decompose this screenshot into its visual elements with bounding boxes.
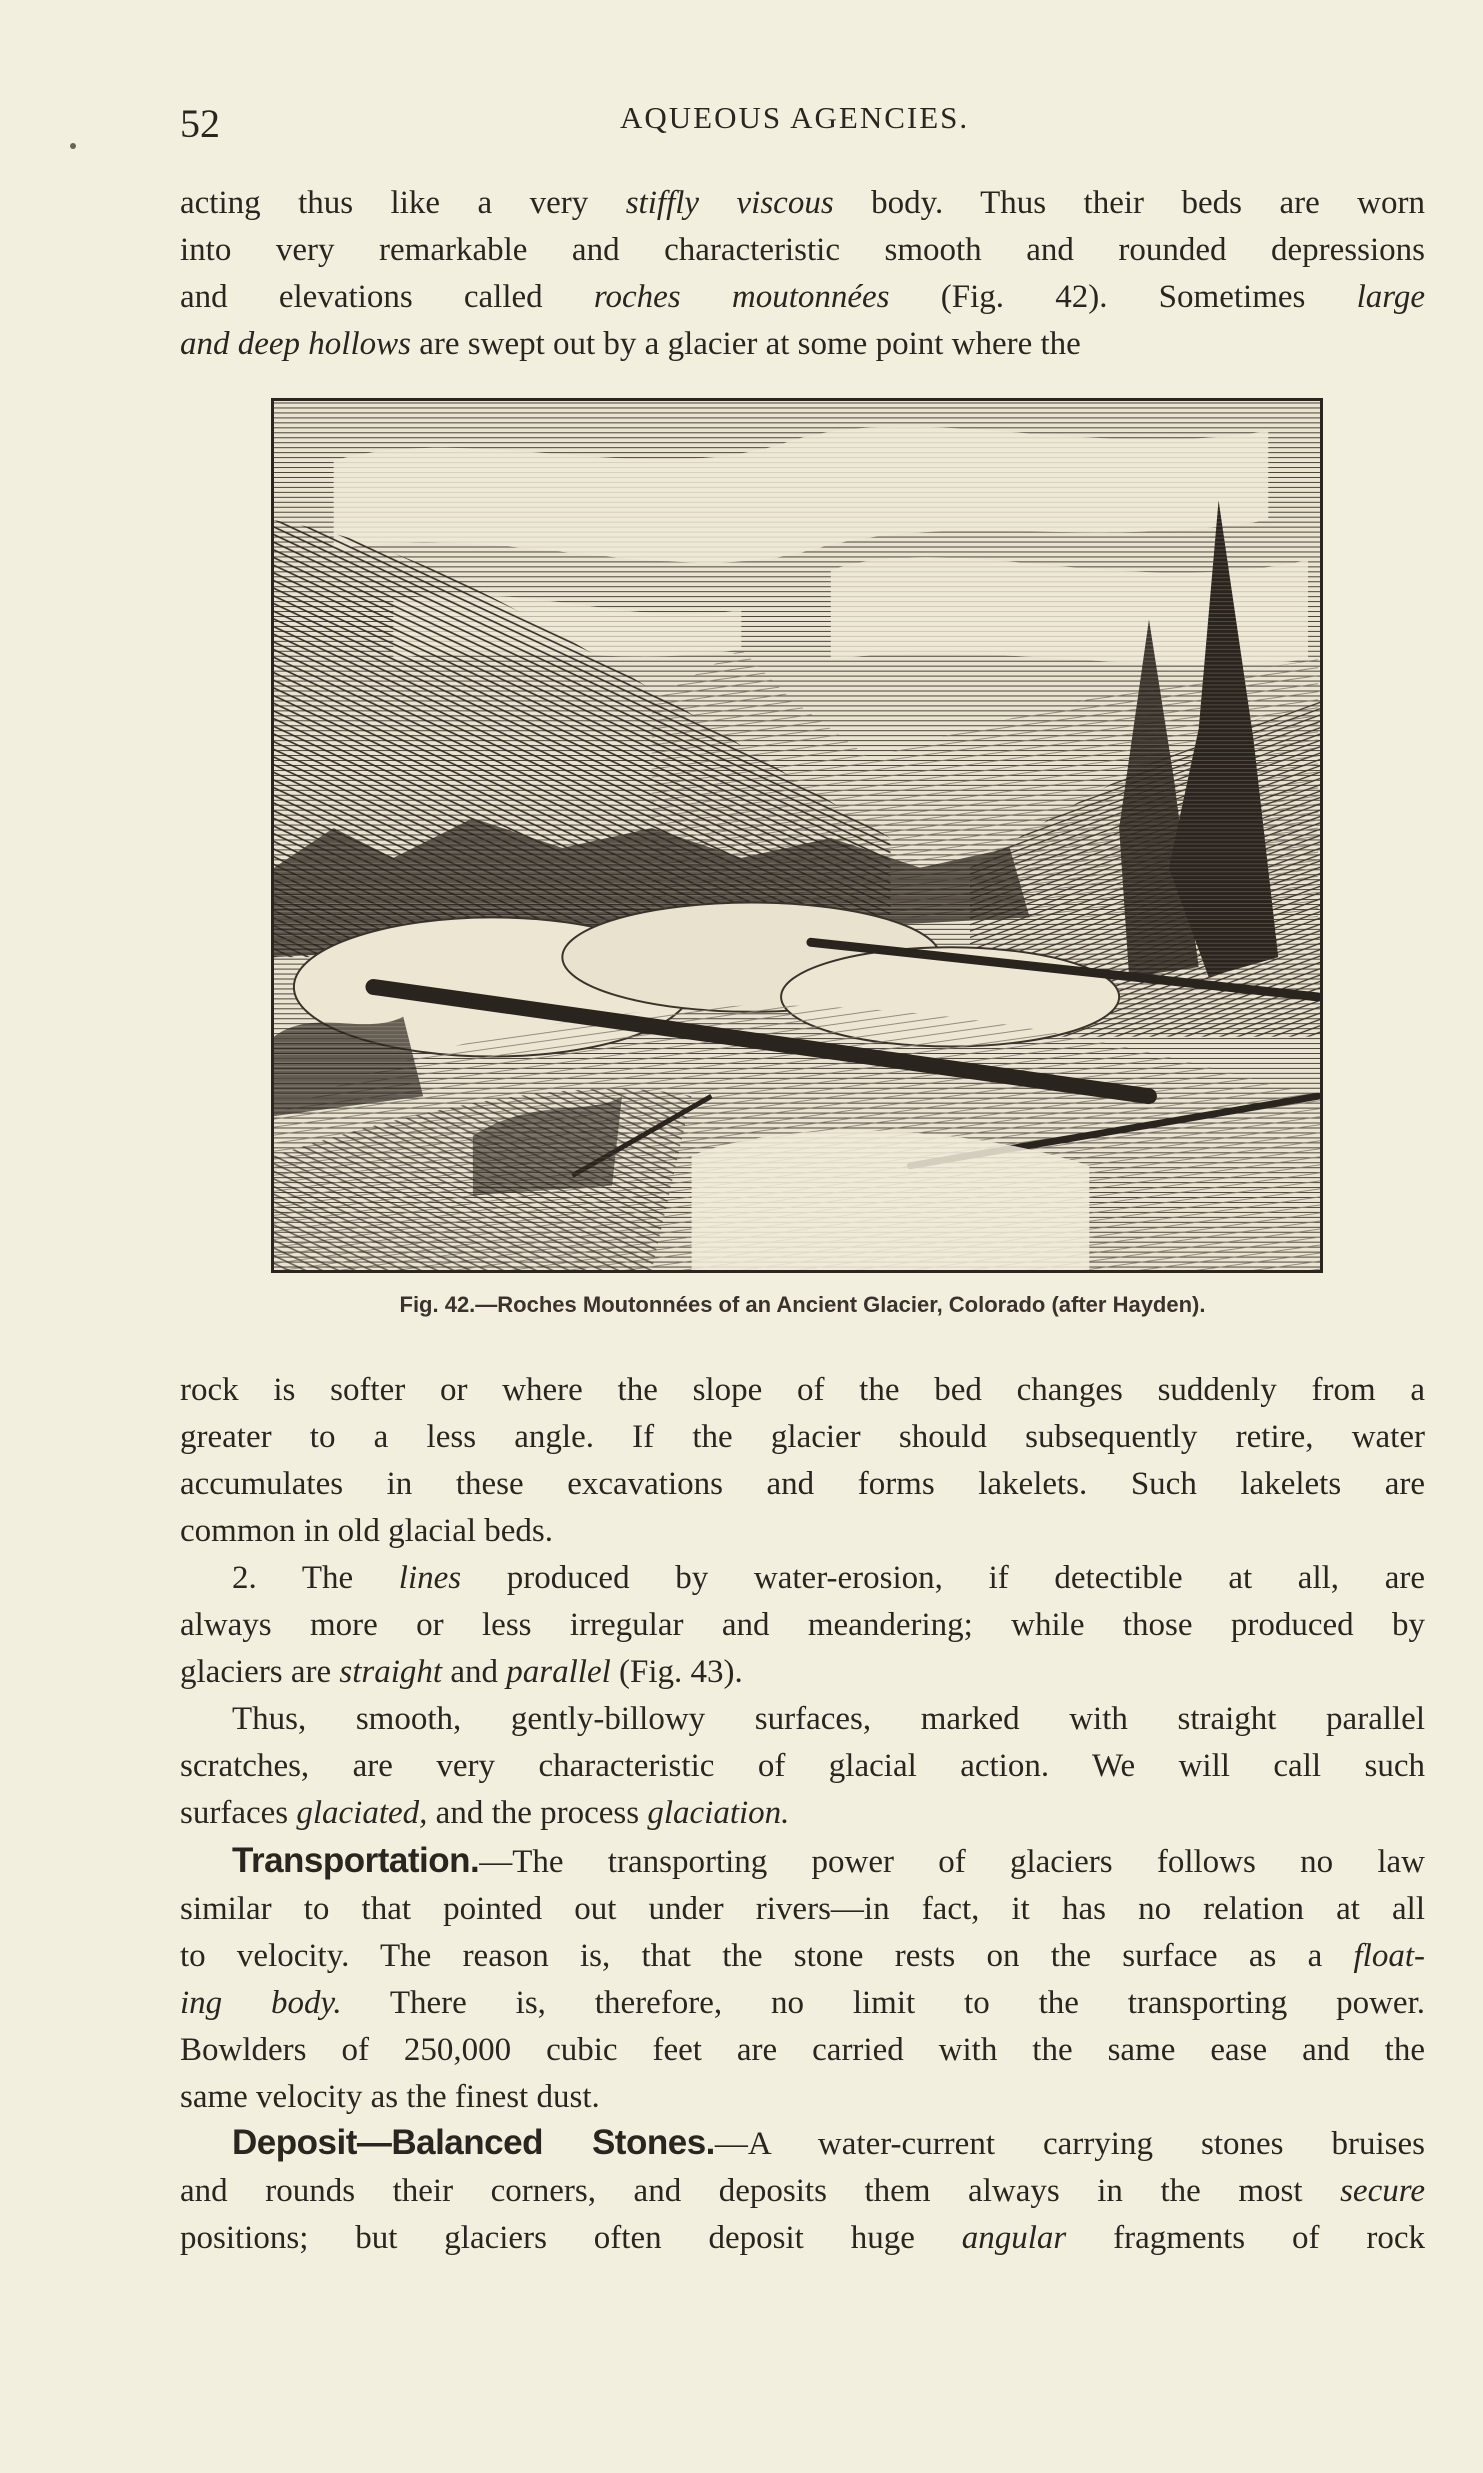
- italic-term: straight: [339, 1654, 443, 1690]
- section-heading: Transportation.: [232, 1841, 480, 1880]
- text-line: scratches, are very characteristic of glacial action. We will call such: [180, 1748, 1425, 1784]
- italic-term: secure: [1340, 2173, 1425, 2209]
- text-line: always more or less irregular and meandering; while those produced by: [180, 1607, 1425, 1643]
- text-line: rock is softer or where the slope of the bed changes suddenly from a: [180, 1372, 1425, 1408]
- figure-engraving: [271, 398, 1323, 1273]
- italic-term: ing body.: [180, 1985, 342, 2021]
- page-number: 52: [180, 101, 220, 146]
- italic-term: and deep hollows: [180, 326, 411, 362]
- text-line: and deep hollows are swept out by a glacier at some point where the: [180, 326, 1081, 362]
- stray-mark: [70, 143, 76, 149]
- text-line: positions; but glaciers often deposit huge angular fragments of rock: [180, 2220, 1426, 2256]
- top-paragraph: [180, 180, 1425, 368]
- text-line: common in old glacial beds.: [180, 1513, 554, 1549]
- text-line: similar to that pointed out under rivers—in fact, it has no relation at all: [180, 1891, 1425, 1927]
- paragraph-glaciation: [180, 1696, 1425, 1837]
- text-line: accumulates in these excavations and forms lakelets. Such lakelets are: [180, 1466, 1425, 1502]
- text-line: same velocity as the finest dust.: [180, 2079, 600, 2115]
- text-line: greater to a less angle. If the glacier should subsequently retire, water: [180, 1419, 1425, 1455]
- text-line: into very remarkable and characteristic smooth and rounded depressions: [180, 232, 1425, 268]
- text-line: surfaces glaciated, and the process glaciation.: [180, 1795, 790, 1831]
- text-line: ing body. There is, therefore, no limit to the transporting power.: [180, 1985, 1425, 2021]
- text-line: 2. The lines produced by water-erosion, if detectible at all, are: [232, 1560, 1425, 1596]
- italic-term: parallel: [506, 1654, 611, 1690]
- paragraph-transportation: [180, 1837, 1425, 2121]
- italic-term: float-: [1353, 1938, 1425, 1974]
- italic-term: glaciation.: [647, 1795, 790, 1831]
- italic-term: glaciated,: [296, 1795, 428, 1831]
- text-line: Transportation.—The transporting power of glaciers follows no law: [232, 1841, 1425, 1880]
- glacier-landscape-illustration: [274, 401, 1320, 1270]
- italic-term: large: [1356, 279, 1426, 315]
- paragraph-lines-erosion: [180, 1555, 1425, 1696]
- text-line: and rounds their corners, and deposits them always in the most secure: [180, 2173, 1425, 2209]
- text-line: glaciers are straight and parallel (Fig. 43).: [180, 1654, 743, 1690]
- page-header: [180, 100, 1430, 160]
- italic-term: lines: [398, 1560, 462, 1596]
- text-line: to velocity. The reason is, that the stone rests on the surface as a float-: [180, 1938, 1425, 1974]
- paragraph-continuation: [180, 1367, 1425, 1555]
- paragraph-deposit: [180, 2119, 1425, 2262]
- text-line: acting thus like a very stiffly viscous body. Thus their beds are worn: [180, 185, 1426, 221]
- figure-caption: Fig. 42.—Roches Moutonnées of an Ancient Glacier, Colorado (after Hayden).: [399, 1292, 1206, 1317]
- text-line: Bowlders of 250,000 cubic feet are carried with the same ease and the: [180, 2032, 1425, 2068]
- italic-term: angular: [961, 2220, 1067, 2256]
- section-heading: Deposit—Balanced Stones.: [232, 2123, 715, 2162]
- text-line: Thus, smooth, gently-billowy surfaces, marked with straight parallel: [232, 1701, 1425, 1737]
- running-head: AQUEOUS AGENCIES.: [620, 100, 970, 135]
- text-line: Deposit—Balanced Stones.—A water-current carrying stones bruises: [232, 2123, 1425, 2162]
- italic-term: stiffly viscous: [625, 185, 834, 221]
- text-line: and elevations called roches moutonnées (Fig. 42). Sometimes large: [180, 279, 1426, 315]
- italic-term: roches moutonnées: [593, 279, 890, 315]
